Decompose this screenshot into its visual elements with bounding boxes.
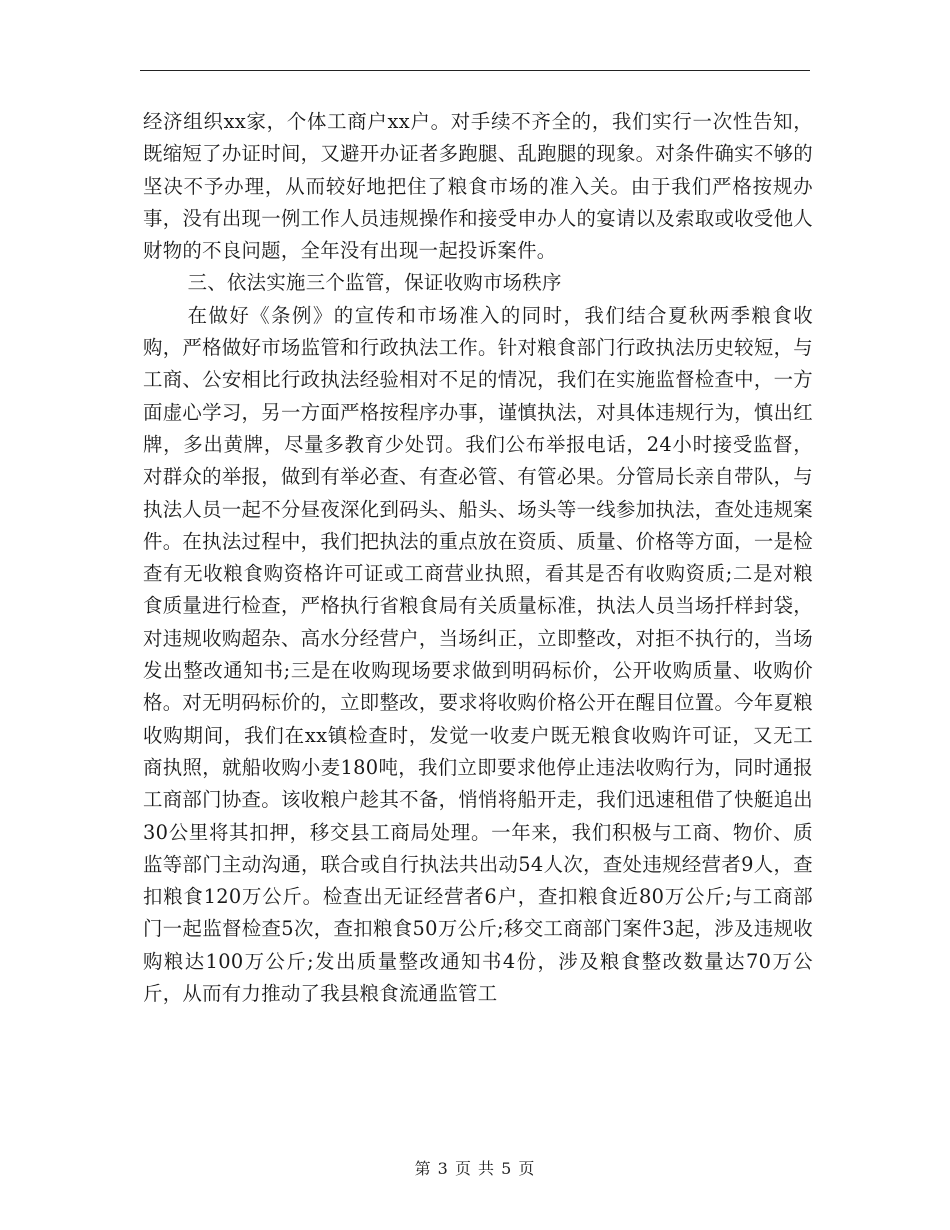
header-rule [140, 70, 810, 71]
paragraph-continued: 经济组织xx家，个体工商户xx户。对手续不齐全的，我们实行一次性告知，既缩短了办证时间，又避开办证者多跑腿、乱跑腿的现象。对条件确实不够的坚决不予办理，从而较好地把住了粮食市场的准入关。由于我们严格按规办事，没有出现一例工作人员违规操作和接受申办人的宴请以及索取或收受他人财物的不良问题，全年没有出现一起投诉案件。 [143, 110, 813, 263]
paragraph-enforcement: 在做好《条例》的宣传和市场准入的同时，我们结合夏秋两季粮食收购，严格做好市场监管和行政执法工作。针对粮食部门行政执法历史较短，与工商、公安相比行政执法经验相对不足的情况，我们在实施监督检查中，一方面虚心学习，另一方面严格按程序办事，谨慎执法，对具体违规行为，慎出红牌，多出黄牌，尽量多教育少处罚。我们公布举报电话，24小时接受监督，对群众的举报，做到有举必查、有查必管、有管必果。分管局长亲自带队，与执法人员一起不分昼夜深化到码头、船头、场头等一线参加执法，查处违规案件。在执法过程中，我们把执法的重点放在资质、质量、价格等方面，一是检查有无收粮食购资格许可证或工商营业执照，看其是否有收购资质;二是对粮食质量进行检查，严格执行省粮食局有关质量标准，执法人员当场扦样封袋，对违规收购超杂、高水分经营户，当场纠正，立即整改，对拒不执行的，当场发出整改通知书;三是在收购现场要求做到明码标价，公开收购质量、收购价格。对无明码标价的，立即整改，要求将收购价格公开在醒目位置。今年夏粮收购期间，我们在xx镇检查时，发觉一收麦户既无粮食收购许可证，又无工商执照，就船收购小麦180吨，我们立即要求他停止违法收购行为，同时通报工商部门协查。该收粮户趁其不备，悄悄将船开走，我们迅速租借了快艇追出30公里将其扣押，移交县工商局处理。一年来，我们积极与工商、物价、质监等部门主动沟通，联合或自行执法共出动54人次，查处违规经营者9人，查扣粮食120万公斤。检查出无证经营者6户，查扣粮食近80万公斤;与工商部门一起监督检查5次，查扣粮食50万公斤;移交工商部门案件3起，涉及违规收购粮达100万公斤;发出质量整改通知书4份，涉及粮食整改数量达70万公斤，从而有力推动了我县粮食流通监管工 [143, 303, 813, 1006]
page-number-footer: 第 3 页 共 5 页 [414, 1159, 536, 1178]
section-heading-3: 三、依法实施三个监管，保证收购市场秩序 [187, 271, 562, 295]
document-body [143, 106, 813, 1010]
